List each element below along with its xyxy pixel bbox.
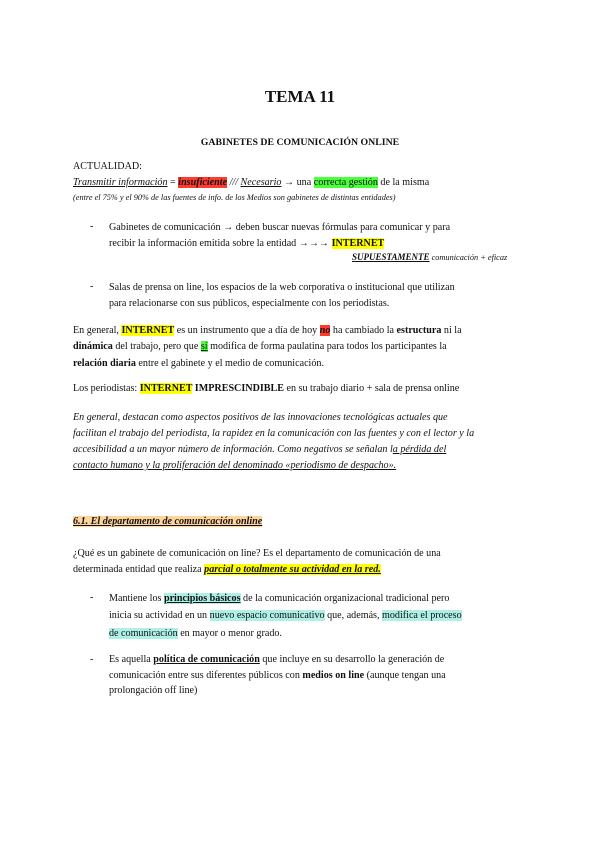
modifica-proceso-highlight: modifica el proceso xyxy=(382,610,462,622)
bullet-salas xyxy=(109,280,529,311)
politica-comunicacion-text: política de comunicación xyxy=(153,654,260,665)
relacion-diaria-text: relación diaria xyxy=(73,357,136,369)
bullet-text: (aunque tengan una xyxy=(364,669,446,681)
para-line: ¿Qué es un gabinete de comunicación on line? Es el departamento de comunicación de una xyxy=(73,548,441,559)
para-text: es un instrumento que a día de hoy xyxy=(174,325,320,336)
dinamica-text: dinámica xyxy=(73,341,113,353)
bullet-text: comunicación entre sus diferentes públicos con xyxy=(109,669,303,681)
bullet-politica xyxy=(109,652,529,699)
supuestamente-note xyxy=(352,252,507,264)
section-heading-text: 6.1. El departamento de comunicación online xyxy=(73,516,263,527)
page-title: TEMA 11 xyxy=(264,87,336,106)
bullet-dash: - xyxy=(90,654,94,665)
bullet-text: Es aquella xyxy=(109,654,154,665)
para-text: entre el gabinete y el medio de comunicación. xyxy=(135,357,324,369)
para-line: facilitan el trabajo del periodista, la rapidez en la comunicación con las fuentes y con el lector y la xyxy=(73,427,475,439)
bullet-line: prolongación off line) xyxy=(109,685,198,697)
para-line xyxy=(73,442,521,458)
bullet-line xyxy=(109,625,529,642)
para-text: ha cambiado la xyxy=(330,325,397,336)
actualidad-part: Necesario xyxy=(240,177,282,188)
actualidad-part: Transmitir información xyxy=(73,177,168,188)
para-line xyxy=(73,562,521,578)
nuevo-espacio-highlight: nuevo espacio comunicativo xyxy=(209,610,325,622)
de-comunicacion-highlight: de comunicación xyxy=(109,627,178,639)
bullet-dash: - xyxy=(90,281,94,292)
bullet-line xyxy=(109,607,529,624)
italic-paragraph xyxy=(73,410,521,474)
bullet-line: Gabinetes de comunicación → deben buscar nuevas fórmulas para comunicar y para xyxy=(109,222,451,233)
parcial-totalmente-highlight: parcial o totalmente su actividad en la red. xyxy=(204,564,381,576)
para-line xyxy=(73,323,521,339)
bullet-text: Mantiene los xyxy=(109,593,164,604)
no-highlight: no xyxy=(319,325,331,336)
contacto-underline: contacto humano y la proliferación del denominado «periodismo de despacho». xyxy=(73,459,397,471)
para-text: determinada entidad que realiza xyxy=(73,564,205,576)
bullet-line xyxy=(109,236,529,252)
insuficiente-highlight: insuficiente xyxy=(178,177,228,188)
para-line xyxy=(73,458,521,474)
actualidad-line xyxy=(73,177,429,189)
bullet-mantiene xyxy=(109,590,529,642)
actualidad-part: de la misma xyxy=(377,177,430,188)
para-line xyxy=(73,356,521,372)
perdida-underline: a pérdida del xyxy=(392,443,447,455)
bullet-line xyxy=(109,652,529,668)
estructura-text: estructura xyxy=(396,325,442,336)
actualidad-part: → una xyxy=(281,177,314,188)
actualidad-part: = xyxy=(167,177,179,188)
bullet-line: para relacionarse con sus públicos, especialmente con los periodistas. xyxy=(109,297,390,309)
principios-basicos-highlight: principios básicos xyxy=(163,593,241,604)
supuestamente-rest: comunicación + eficaz xyxy=(429,253,508,262)
bullet-text: que, además, xyxy=(324,610,383,622)
bullet-dash: - xyxy=(90,221,94,232)
supuestamente-text: SUPUESTAMENTE xyxy=(352,252,430,262)
bullet-text: inicia su actividad en un xyxy=(109,610,210,622)
actualidad-label: ACTUALIDAD: xyxy=(73,161,142,172)
general-paragraph xyxy=(73,323,521,372)
para-text: del trabajo, pero que xyxy=(112,341,201,353)
bullet-text: de la comunicación organizacional tradicional pero xyxy=(240,593,450,604)
correcta-gestion-highlight: correcta gestión xyxy=(313,177,378,188)
bullet-text: en mayor o menor grado. xyxy=(177,627,282,639)
actualidad-part: /// xyxy=(227,177,241,188)
para-text: modifica de forma paulatina para todos los participantes la xyxy=(207,341,447,353)
para-text: En general, xyxy=(73,325,122,336)
definition-paragraph xyxy=(73,546,521,579)
internet-highlight: INTERNET xyxy=(139,383,193,394)
bullet-gabinetes xyxy=(109,220,529,251)
periodistas-text: en su trabajo diario + sala de prensa online xyxy=(283,383,460,394)
para-text: ni la xyxy=(441,325,462,336)
periodistas-line xyxy=(73,383,459,395)
para-text: accesibilidad a un mayor número de información. Como negativos se señalan l xyxy=(73,443,393,455)
actualidad-note: (entre el 75% y el 90% de las fuentes de info. de los Medios son gabinetes de distintas entidades) xyxy=(73,193,396,202)
bullet-text: que incluye en su desarrollo la generación de xyxy=(259,654,445,665)
internet-highlight: INTERNET xyxy=(121,325,175,336)
bullet-line xyxy=(109,668,529,684)
bullet-text: recibir la información emitida sobre la entidad →→→ xyxy=(109,237,332,249)
periodistas-text: Los periodistas: xyxy=(73,383,140,394)
section-heading xyxy=(73,516,262,528)
para-line xyxy=(73,339,521,355)
si-highlight: sí xyxy=(200,341,208,353)
internet-highlight: INTERNET xyxy=(331,237,385,249)
bullet-line xyxy=(109,590,529,607)
para-line: En general, destacan como aspectos positivos de las innovaciones tecnológicas actuales que xyxy=(73,412,448,423)
bullet-dash: - xyxy=(90,592,94,603)
medios-online-text: medios on line xyxy=(302,669,365,681)
page-subtitle: GABINETES DE COMUNICACIÓN ONLINE xyxy=(200,137,400,148)
imprescindible-text: IMPRESCINDIBLE xyxy=(192,383,284,394)
bullet-line: Salas de prensa on line, los espacios de la web corporativa o institucional que utilizan xyxy=(109,282,455,293)
